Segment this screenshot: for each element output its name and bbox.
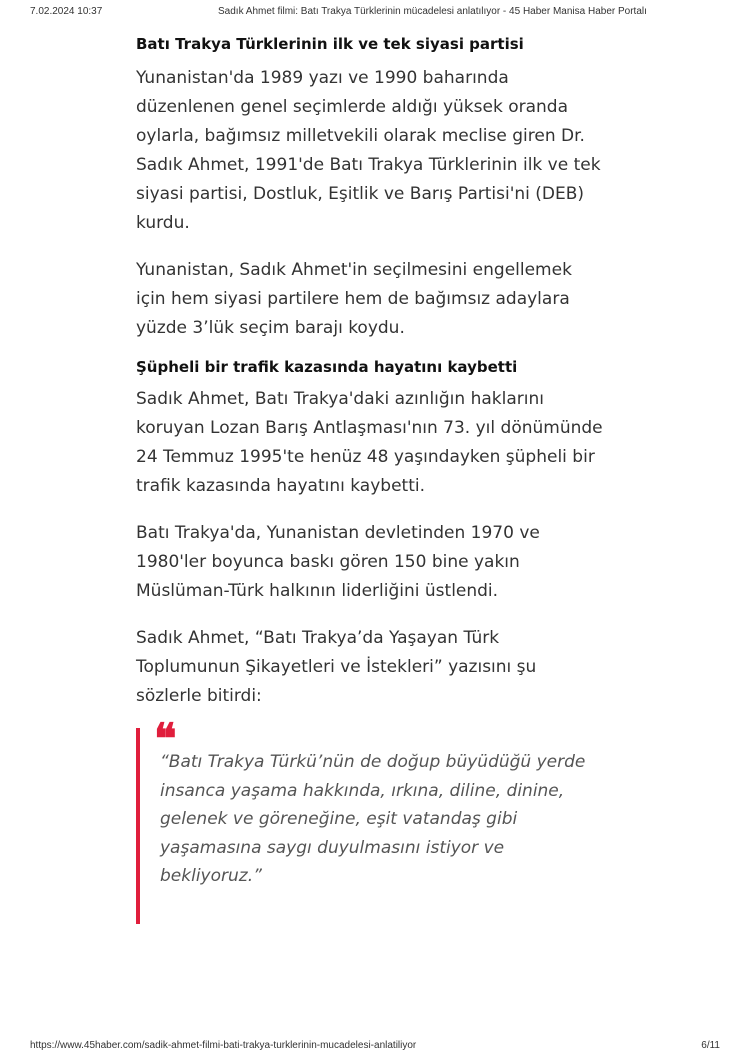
line: 24 Temmuz 1995'te henüz 48 yaşındayken şüpheli bir [136,447,595,467]
line: koruyan Lozan Barış Antlaşması'nın 73. yıl dönümünde [136,418,603,438]
line: siyasi partisi, Dostluk, Eşitlik ve Barış Partisi'ni (DEB) [136,184,585,204]
line: oylarla, bağımsız milletvekili olarak meclise giren Dr. [136,126,585,146]
paragraph-leadership [136,519,636,606]
line: “Batı Trakya Türkü’nün de doğup büyüdüğü yerde [160,752,586,772]
quote-accent-bar [136,728,140,924]
line: kurdu. [136,213,190,233]
line: Toplumunun Şikayetleri ve İstekleri” yazısını şu [136,657,537,677]
print-datetime: 7.02.2024 10:37 [30,6,103,17]
line: Sadık Ahmet, 1991'de Batı Trakya Türklerinin ilk ve tek [136,155,601,175]
line: yaşamasına saygı duyulmasını istiyor ve [160,837,505,858]
paragraph-essay-intro [136,624,636,711]
quote-icon: ❝ [154,714,177,763]
line: trafik kazasında hayatını kaybetti. [136,476,425,496]
print-footer [30,1040,720,1054]
line: Yunanistan, Sadık Ahmet'in seçilmesini engellemek [136,260,572,280]
line: sözlerle bitirdi: [136,686,262,706]
print-header [30,6,720,20]
line: Müslüman-Türk halkının liderliğini üstlendi. [136,581,499,601]
line: Batı Trakya'da, Yunanistan devletinden 1970 ve [136,523,540,543]
paragraph-election-threshold [136,256,636,343]
line: 1980'ler boyunca baskı gören 150 bine yakın [136,552,520,572]
page-url: https://www.45haber.com/sadik-ahmet-filmi-bati-trakya-turklerinin-mucadelesi-anlatiliyor [30,1040,417,1051]
line: düzenlenen genel seçimlerde aldığı yüksek oranda [136,97,569,117]
line: Sadık Ahmet, Batı Trakya'daki azınlığın haklarını [136,389,544,409]
section-heading-accident: Şüpheli bir trafik kazasında hayatını kaybetti [136,358,518,376]
section-heading-party: Batı Trakya Türklerinin ilk ve tek siyasi partisi [136,35,524,53]
line: Yunanistan'da 1989 yazı ve 1990 baharında [136,68,509,88]
paragraph-death [136,385,636,501]
print-page-title: Sadık Ahmet filmi: Batı Trakya Türklerinin mücadelesi anlatılıyor - 45 Haber Manisa Haber Portalı [218,6,647,17]
line: Sadık Ahmet, “Batı Trakya’da Yaşayan Türk [136,628,500,648]
line: gelenek ve göreneğine, eşit vatandaş gibi [160,809,518,829]
line: için hem siyasi partilere hem de bağımsız adaylara [136,289,570,309]
quote-text [160,748,600,891]
paragraph-deb-founding [136,64,636,238]
line: insanca yaşama hakkında, ırkına, diline, dinine, [160,780,565,801]
line: yüzde 3’lük seçim barajı koydu. [136,318,405,338]
line: bekliyoruz.” [160,866,262,886]
article-body [136,34,636,711]
blockquote [136,714,606,924]
page-number: 6/11 [701,1040,720,1051]
